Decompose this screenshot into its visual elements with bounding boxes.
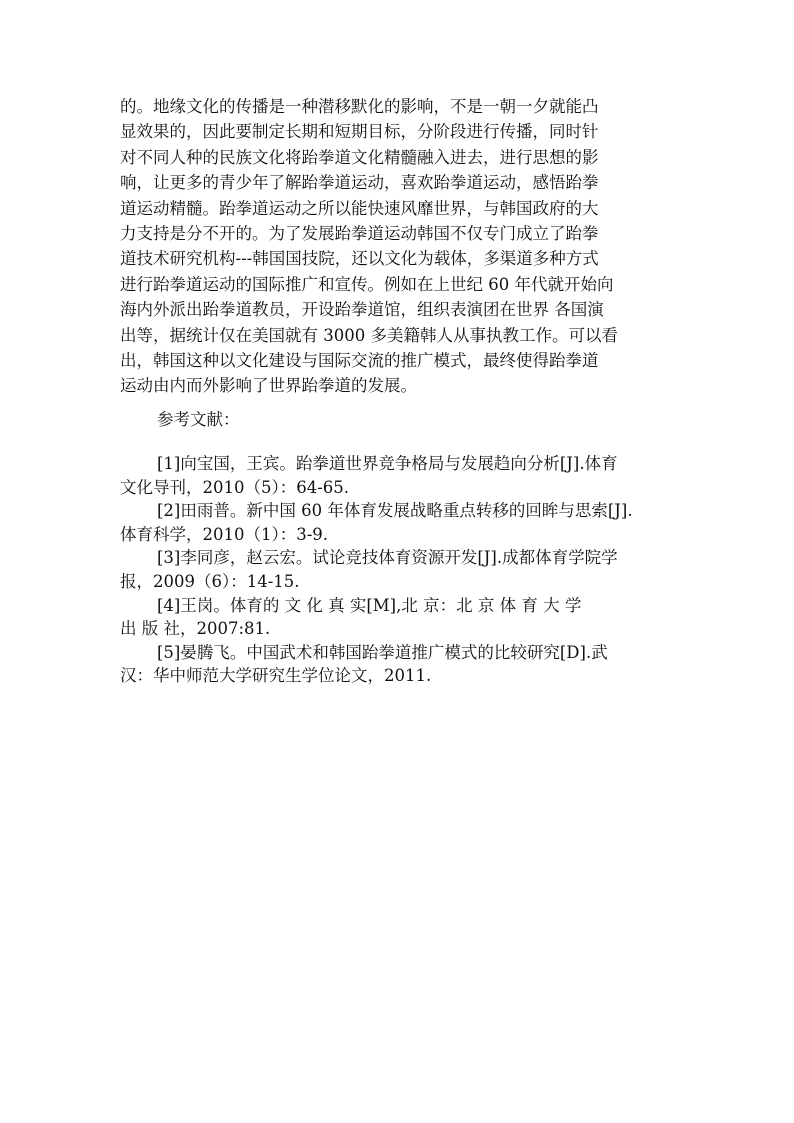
reference-line: 文化导刊，2010（5）：64-65.: [120, 477, 350, 497]
reference-line: [3]李同彦，赵云宏。试论竞技体育资源开发[J].成都体育学院学: [157, 548, 618, 568]
body-line: 道技术研究机构---韩国国技院，还以文化为载体，多渠道多种方式: [120, 249, 599, 269]
reference-line: [2]田雨普。新中国 60 年体育发展战略重点转移的回眸与思索[J].: [157, 501, 633, 521]
reference-line: 报，2009（6）：14-15.: [120, 571, 300, 591]
body-paragraph: [120, 94, 680, 399]
body-line: 道运动精髓。跆拳道运动之所以能快速风靡世界，与韩国政府的大: [120, 198, 599, 218]
reference-line: [5]晏腾飞。中国武术和韩国跆拳道推广模式的比较研究[D].武: [157, 642, 608, 662]
references-list: [120, 452, 680, 688]
body-line: 响，让更多的青少年了解跆拳道运动，喜欢跆拳道运动，感悟跆拳: [120, 173, 599, 193]
body-line: 力支持是分不开的。为了发展跆拳道运动韩国不仅专门成立了跆拳: [120, 223, 599, 243]
body-line: 进行跆拳道运动的国际推广和宣传。例如在上世纪 60 年代就开始向: [120, 274, 614, 294]
references-heading: 参考文献：: [157, 410, 240, 429]
reference-line: [1]向宝国，王宾。跆拳道世界竞争格局与发展趋向分析[J].体育: [157, 454, 618, 473]
body-line: 出，韩国这种以文化建设与国际交流的推广模式，最终使得跆拳道: [120, 350, 599, 370]
body-line: 海内外派出跆拳道教员，开设跆拳道馆，组织表演团在世界 各国演: [120, 300, 604, 320]
reference-line: [4]王岗。体育的 文 化 真 实[M],北 京：北 京 体 育 大 学: [157, 595, 582, 615]
reference-line: 出 版 社，2007:81.: [120, 619, 271, 639]
reference-line: 汉：华中师范大学研究生学位论文，2011.: [120, 666, 432, 686]
body-line: 运动由内而外影响了世界跆拳道的发展。: [120, 376, 417, 396]
body-line: 出等，据统计仅在美国就有 3000 多美籍韩人从事执教工作。可以看: [120, 325, 618, 345]
body-line: 的。地缘文化的传播是一种潜移默化的影响，不是一朝一夕就能凸: [120, 97, 599, 116]
body-line: 显效果的，因此要制定长期和短期目标，分阶段进行传播，同时针: [120, 122, 599, 142]
reference-line: 体育科学，2010（1）：3-9.: [120, 524, 329, 544]
body-line: 对不同人种的民族文化将跆拳道文化精髓融入进去，进行思想的影: [120, 147, 599, 167]
